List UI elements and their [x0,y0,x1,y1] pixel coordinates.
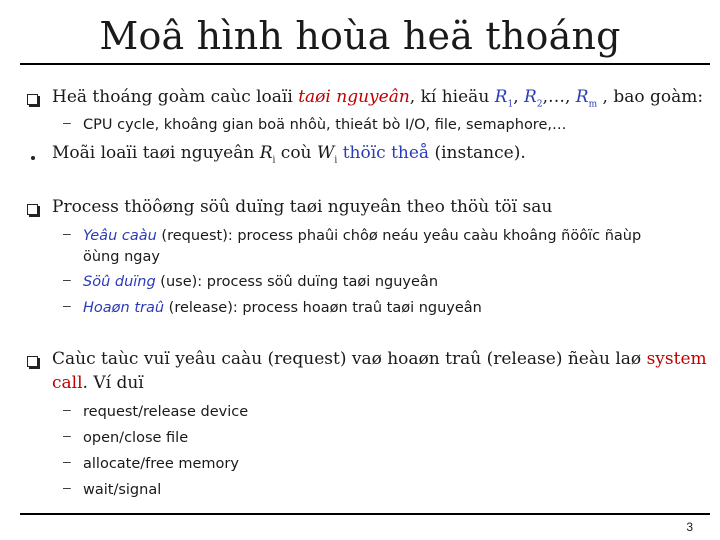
bullet-system-call [52,348,707,371]
bullet-text: . Ví duï [82,373,144,393]
symbol-rm: R [575,87,589,107]
bullet-resources [52,86,703,116]
footer-divider [20,513,710,515]
subscript: 1 [507,99,514,110]
slide-title: Moâ hình hoùa heä thoáng [99,14,621,58]
sub-item-text: (request): process phaûi chôø neáu yeâu caàu khoâng ñöôïc ñaùp [156,228,642,244]
dash-marker: – [63,479,71,495]
highlight-term: system [646,349,707,369]
separator: ,…, [542,87,576,107]
sub-item-resource-examples: CPU cycle, khoâng gian boä nhôù, thieát bò I/O, file, semaphore,… [83,117,567,133]
square-bullet-icon [27,356,38,367]
sub-item-use [83,271,438,293]
example-item: allocate/free memory [83,456,239,472]
sub-item-release [83,297,482,319]
example-item: open/close file [83,430,189,446]
dash-marker: – [63,271,71,287]
symbol-wi: W [316,143,335,163]
sub-item-text: (use): process söû duïng taøi nguyeân [155,274,439,290]
subscript: 2 [536,99,543,110]
dash-marker: – [63,114,71,130]
square-bullet-icon [27,94,38,105]
bullet-text: , bao goàm: [597,87,704,107]
highlight-term: Yeâu caàu [83,228,157,244]
dash-marker: – [63,401,71,417]
dash-marker: – [63,297,71,313]
highlight-term: taøi nguyeân [298,87,410,107]
dot-bullet-icon [31,156,35,160]
subscript: m [588,99,598,110]
symbol-r2: R [524,87,537,107]
page-number: 3 [686,520,693,534]
bullet-text: Moãi loaïi taøi nguyeân [52,143,260,163]
subscript: i [272,155,276,166]
example-item: wait/signal [83,482,162,498]
square-bullet-icon [27,204,38,215]
bullet-instances [52,142,526,172]
dash-marker: – [63,453,71,469]
sub-item-request [83,225,641,247]
subscript: i [334,155,338,166]
bullet-system-call-continued [52,372,144,395]
bullet-text: Heä thoáng goàm caùc loaïi [52,87,299,107]
title-divider [20,63,710,65]
bullet-text: Caùc taùc vuï yeâu caàu (request) vaø hoaøn traû (release) ñeàu laø [52,349,647,369]
example-item: request/release device [83,404,249,420]
bullet-text: (instance). [429,143,526,163]
sub-item-text: (release): process hoaøn traû taøi nguyeân [164,300,482,316]
bullet-usage-order: Process thöôøng söû duïng taøi nguyeân theo thöù töï sau [52,197,553,217]
separator: , [513,87,525,107]
dash-marker: – [63,225,71,241]
symbol-ri: R [259,143,273,163]
sub-item-request-continued: öùng ngay [83,249,160,265]
highlight-term: call [52,373,83,393]
highlight-term: thöïc theå [342,143,430,163]
highlight-term: Söû duïng [83,274,156,290]
bullet-text: coù [275,143,317,163]
bullet-text: , kí hieäu [409,87,495,107]
highlight-term: Hoaøn traû [83,300,165,316]
symbol-r1: R [494,87,508,107]
dash-marker: – [63,427,71,443]
